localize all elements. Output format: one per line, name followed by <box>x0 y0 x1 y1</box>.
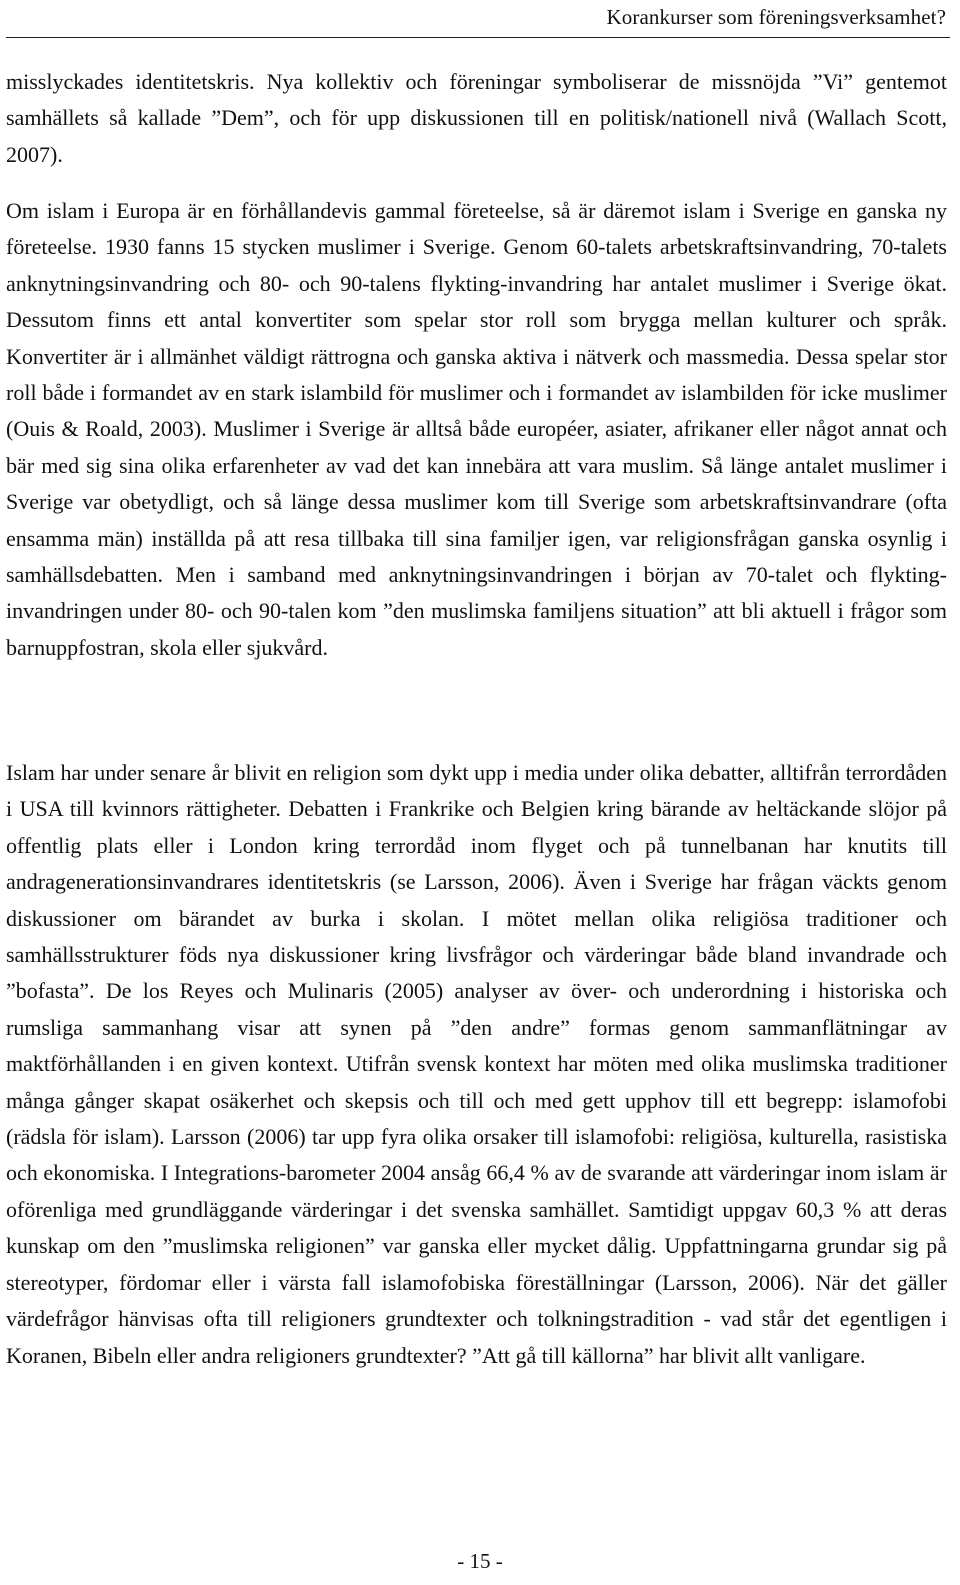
body-paragraph-3 <box>6 755 947 1374</box>
paragraph-text: misslyckades identitetskris. Nya kollektiv och föreningar symboliserar de missnöjda ”Vi” gentemot samhällets så kallade ”Dem”, och för upp diskussionen till en politisk/nationell nivå (Wallach Scott, 2007). <box>6 69 947 167</box>
paragraph-text: Om islam i Europa är en förhållandevis gammal företeelse, så är däremot islam i Sverige en ganska ny företeelse. 1930 fanns 15 stycken muslimer i Sverige. Genom 60-talets arbetskraftsinvandring, 70-talets anknytningsinvandring och 80- och 90-talens flykting-invandring har antalet muslimer i Sverige ökat. Dessutom finns ett antal konvertiter som spelar stor roll som brygga mellan kulturer och språk. Konvertiter är i allmänhet väldigt rättrogna och ganska aktiva i nätverk och massmedia. Dessa spelar stor roll både i formandet av en stark islambild för muslimer och i formandet av islambilden för icke muslimer (Ouis & Roald, 2003). Muslimer i Sverige är alltså både européer, asiater, afrikaner eller något annat och bär med sig sina olika erfarenheter av vad det kan innebära att vara muslim. Så länge antalet muslimer i Sverige var obetydligt, och så länge dessa muslimer kom till Sverige som arbetskraftsinvandrare (ofta ensamma män) inställda på att resa tillbaka till sina familjer igen, var religionsfrågan ganska osynlig i samhällsdebatten. Men i samband med anknytningsinvandringen i början av 70-talet och flykting-invandringen under 80- och 90-talen kom ”den muslimska familjens situation” att bli aktuell i frågor som barnuppfostran, skola eller sjukvård. <box>6 198 947 660</box>
page-number: - 15 - <box>457 1549 503 1573</box>
body-paragraph-2 <box>6 193 947 666</box>
header-divider <box>6 37 950 38</box>
paragraph-text: Islam har under senare år blivit en religion som dykt upp i media under olika debatter, alltifrån terrordåden i USA till kvinnors rättigheter. Debatten i Frankrike och Belgien kring bärande av heltäckande slöjor på offentlig plats eller i London kring terrordåd inom flyget och på tunnelbanan har knutits till andragenerationsinvandrares identitetskris (se Larsson, 2006). Även i Sverige har frågan väckts genom diskussioner om bärandet av burka i skolan. I mötet mellan olika religiösa traditioner och samhällsstrukturer föds nya diskussioner kring livsfrågor och värderingar både bland invandrade och ”bofasta”. De los Reyes och Mulinaris (2005) analyser av över- och underordning i historiska och rumsliga sammanhang visar att synen på ”den andre” formas genom sammanflätningar av maktförhållanden i en given kontext. Utifrån svensk kontext har möten med olika muslimska traditioner många gånger skapat osäkerhet och skepsis och till och med gett upphov till ett begrepp: islamofobi (rädsla för islam). Larsson (2006) tar upp fyra olika orsaker till islamofobi: religiösa, kulturella, rasistiska och ekonomiska. I Integrations-barometer 2004 ansåg 66,4 % av de svarande att värderingar inom islam är oförenliga med grundläggande värderingar i det svenska samhället. Samtidigt uppgav 60,3 % att deras kunskap om den ”muslimska religionen” var ganska eller mycket dålig. Uppfattningarna grundar sig på stereotyper, fördomar eller i värsta fall islamofobiska föreställningar (Larsson, 2006). När det gäller värdefrågor hänvisas ofta till religioners grundtexter och tolkningstradition - vad står det egentligen i Koranen, Bibeln eller andra religioners grundtexter? ”Att gå till källorna” har blivit allt vanligare. <box>6 760 947 1368</box>
body-paragraph-1 <box>6 64 947 173</box>
running-header: Korankurser som föreningsverksamhet? <box>606 5 946 29</box>
